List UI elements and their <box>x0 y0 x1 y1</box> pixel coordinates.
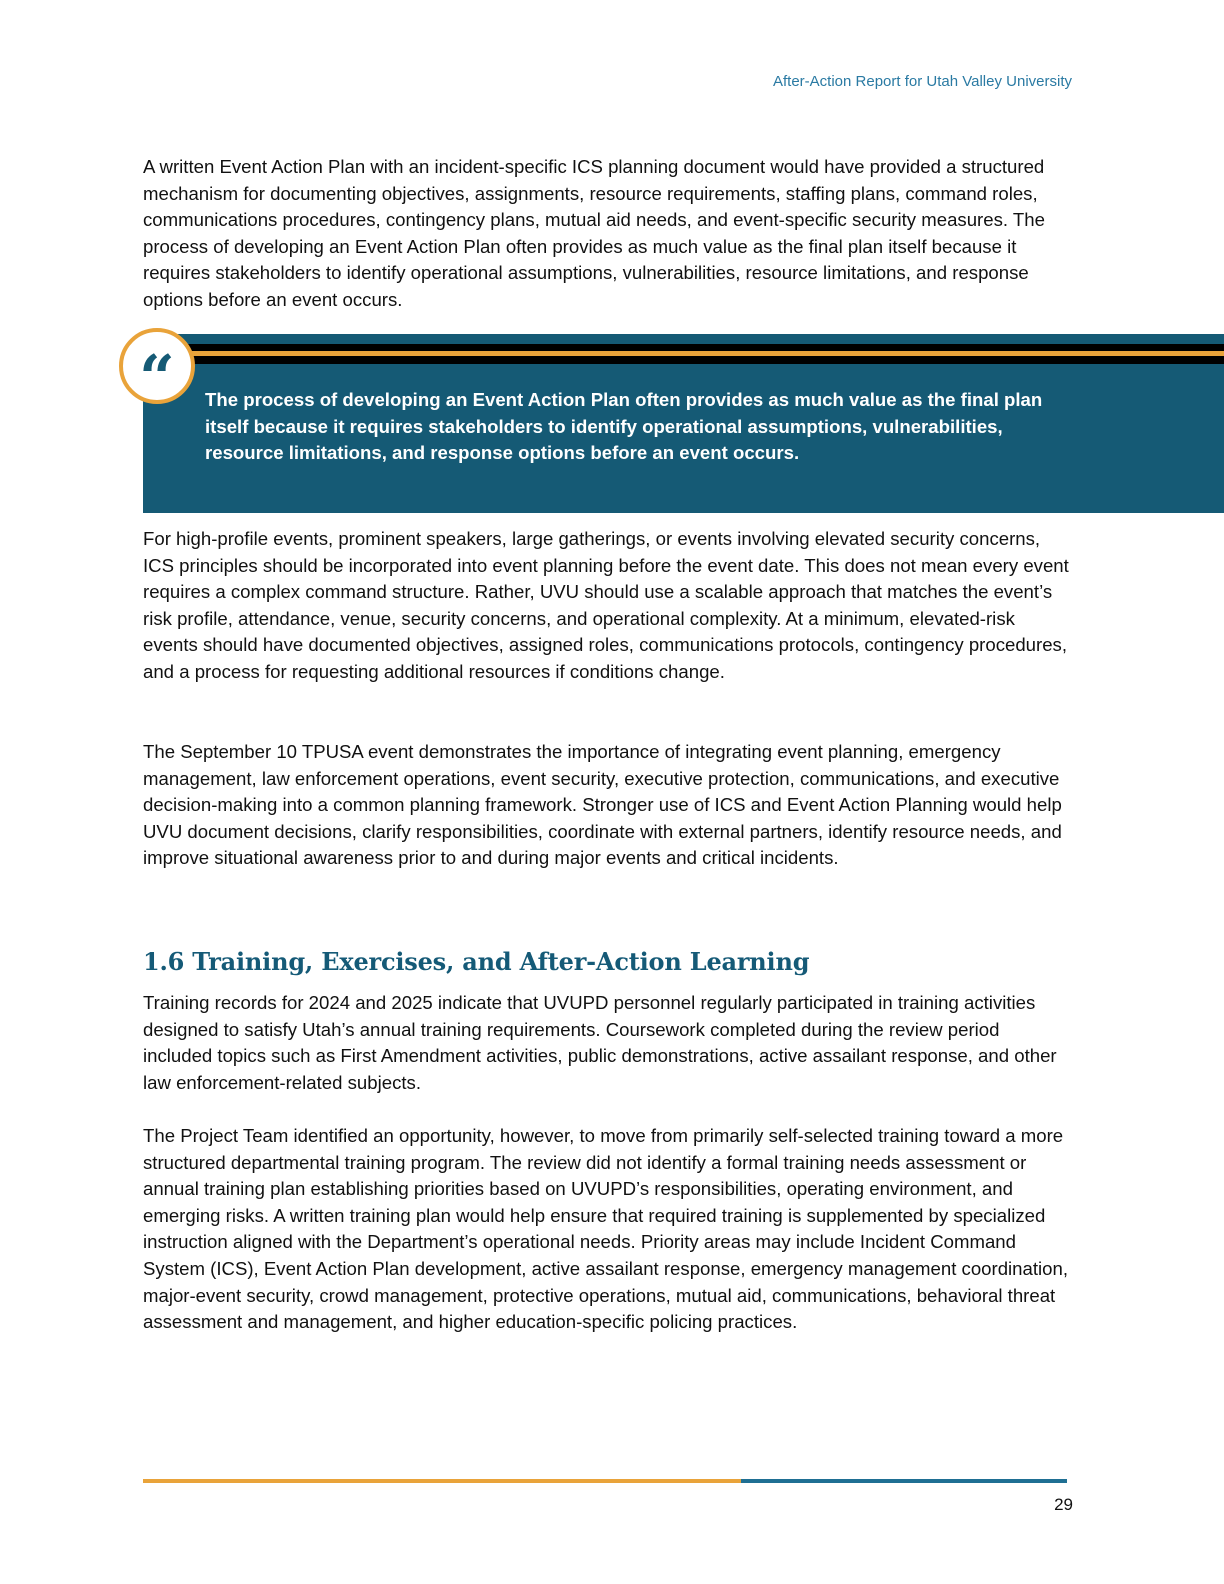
body-paragraph: The Project Team identified an opportunity, however, to move from primarily self-selected training toward a more structured departmental training program. The review did not identify a formal training needs assessment or annual training plan establishing priorities based on UVUPD’s responsibilities, operating environment, and emerging risks. A written training plan would help ensure that required training is supplemented by specialized instruction aligned with the Department’s operational needs. Priority areas may include Incident Command System (ICS), Event Action Plan development, active assailant response, emergency management coordination, major-event security, crowd management, protective operations, mutual aid, communications, behavioral threat assessment and management, and higher education-specific policing practices. <box>143 1125 1069 1333</box>
body-paragraph: A written Event Action Plan with an incident-specific ICS planning document would have provided a structured mechanism for documenting objectives, assignments, resource requirements, staffing plans, command roles, communications procedures, contingency plans, mutual aid needs, and event-specific security measures. The process of developing an Event Action Plan often provides as much value as the final plan itself because it requires stakeholders to identify operational assumptions, vulnerabilities, resource limitations, and response options before an event occurs. <box>143 156 1045 310</box>
body-paragraph: For high-profile events, prominent speakers, large gatherings, or events involving elevated security concerns, ICS principles should be incorporated into event planning before the event date. This does not mean every event requires a complex command structure. Rather, UVU should use a scalable approach that matches the event’s risk profile, attendance, venue, security concerns, and operational complexity. At a minimum, elevated-risk events should have documented objectives, assigned roles, communications protocols, contingency procedures, and a process for requesting additional resources if conditions change. <box>143 528 1069 682</box>
page-number: 29 <box>1054 1495 1073 1514</box>
body-paragraph: The September 10 TPUSA event demonstrates the importance of integrating event planning, emergency management, law enforcement operations, event security, executive protection, communications, and executive decision-making into a common planning framework. Stronger use of ICS and Event Action Planning would help UVU document decisions, clarify responsibilities, coordinate with external partners, identify resource needs, and improve situational awareness prior to and during major events and critical incidents. <box>143 741 1062 869</box>
running-header: After-Action Report for Utah Valley University <box>773 73 1072 90</box>
section-heading: 1.6 Training, Exercises, and After-Action Learning <box>143 947 810 976</box>
footer-rule-blue <box>741 1479 1067 1483</box>
pull-quote-text: The process of developing an Event Action Plan often provides as much value as the final plan itself because it requires stakeholders to identify operational assumptions, vulnerabilities, resource limitations, and response options before an event occurs. <box>205 389 1043 464</box>
body-paragraph: Training records for 2024 and 2025 indicate that UVUPD personnel regularly participated in training activities designed to satisfy Utah’s annual training requirements. Coursework completed during the review period included topics such as First Amendment activities, public demonstrations, active assailant response, and other law enforcement-related subjects. <box>143 992 1057 1093</box>
quote-icon <box>119 328 195 414</box>
pull-quote-accent-stripe <box>188 351 1224 356</box>
footer-rule-gold <box>143 1479 741 1483</box>
quote-mark: “ <box>139 341 175 414</box>
